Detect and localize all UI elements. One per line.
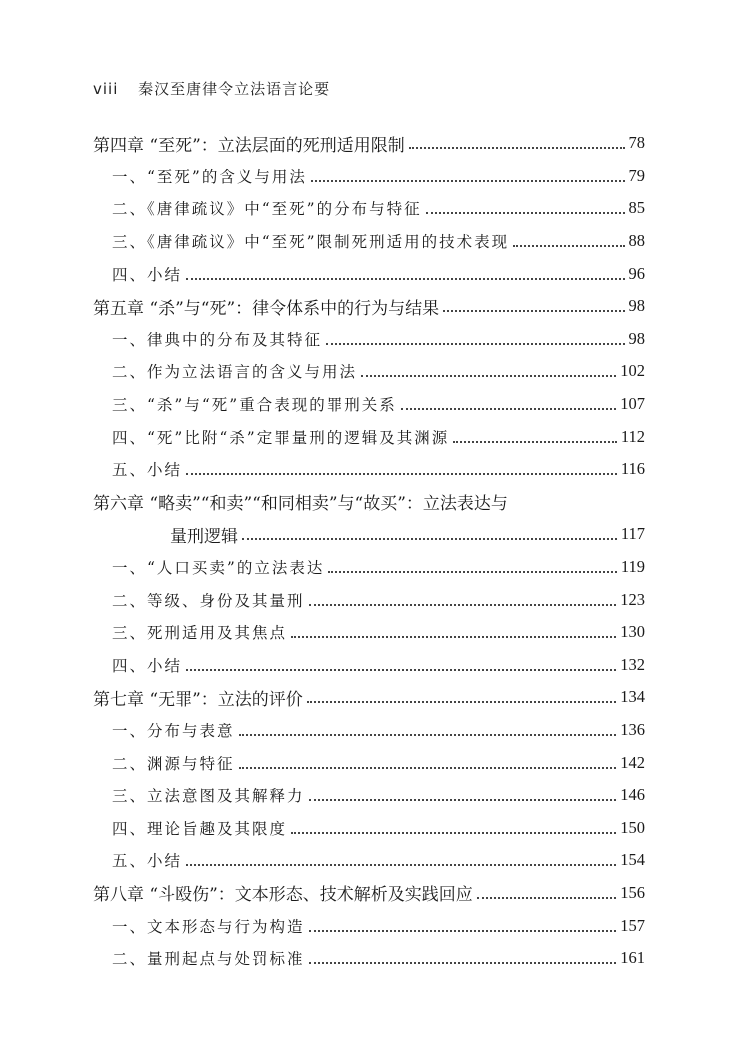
toc-section-entry[interactable] (0, 453, 750, 486)
toc-section-entry[interactable] (0, 160, 750, 193)
toc-entry-label: 二、渊源与特征 (112, 754, 235, 773)
toc-section-entry[interactable] (0, 355, 750, 388)
toc-entry-label: 第八章 “斗殴伤”：文本形态、技术解析及实践回应 (93, 885, 473, 906)
toc-page-number: 96 (628, 263, 645, 283)
toc-entry-label: 量刑逻辑 (170, 526, 238, 547)
toc-page-number: 119 (620, 557, 645, 577)
dot-leader (186, 278, 624, 280)
toc-entry-label: 一、分布与表意 (112, 721, 235, 740)
toc-page-number: 150 (620, 817, 645, 837)
toc-page-number: 123 (620, 589, 645, 609)
table-of-contents (0, 127, 750, 974)
toc-entry-label: 四、小结 (112, 265, 183, 284)
dot-leader (477, 897, 616, 899)
toc-entry-label: 四、小结 (112, 656, 183, 675)
dot-leader (242, 538, 617, 540)
dot-leader (409, 147, 625, 149)
toc-section-entry[interactable] (0, 714, 750, 747)
toc-chapter-entry[interactable] (0, 290, 750, 323)
toc-entry-label: 二、《唐律疏议》中“至死”的分布与特征 (112, 200, 422, 219)
toc-entry-label: 第五章 “杀”与“死”：律令体系中的行为与结果 (93, 298, 440, 319)
toc-entry-label: 二、量刑起点与处罚标准 (112, 950, 305, 969)
toc-page-number: 78 (628, 133, 645, 153)
toc-section-entry[interactable] (0, 811, 750, 844)
toc-section-entry[interactable] (0, 551, 750, 584)
dot-leader (311, 180, 625, 182)
toc-section-entry[interactable] (0, 323, 750, 356)
toc-page-number: 98 (628, 296, 645, 316)
toc-page-number: 142 (620, 752, 645, 772)
toc-section-entry[interactable] (0, 420, 750, 453)
toc-entry-label: 三、《唐律疏议》中“至死”限制死刑适用的技术表现 (112, 233, 510, 252)
toc-page-number: 146 (620, 785, 645, 805)
toc-page-number: 112 (620, 426, 645, 446)
toc-section-entry[interactable] (0, 192, 750, 225)
toc-entry-label: 第七章 “无罪”：立法的评价 (93, 689, 303, 710)
dot-leader (291, 832, 616, 834)
dot-leader (426, 212, 625, 214)
toc-entry-label: 三、死刑适用及其焦点 (112, 624, 288, 643)
toc-section-entry[interactable] (0, 909, 750, 942)
toc-entry-label: 第四章 “至死”：立法层面的死刑适用限制 (93, 135, 405, 156)
toc-entry-label: 三、“杀”与“死”重合表现的罪刑关系 (112, 396, 397, 415)
toc-page-number: 157 (620, 915, 645, 935)
toc-page-number: 79 (628, 165, 645, 185)
dot-leader (239, 767, 617, 769)
book-title: 秦汉至唐律令立法语言论要 (138, 80, 331, 98)
toc-page-number: 116 (620, 459, 645, 479)
dot-leader (328, 571, 617, 573)
toc-entry-label: 一、文本形态与行为构造 (112, 917, 305, 936)
page-folio: viii (93, 80, 119, 98)
toc-entry-label: 一、律典中的分布及其特征 (112, 330, 323, 349)
running-header (93, 78, 330, 99)
dot-leader (326, 343, 624, 345)
toc-entry-label: 一、“人口买卖”的立法表达 (112, 559, 325, 578)
toc-section-entry[interactable] (0, 388, 750, 421)
dot-leader (186, 864, 616, 866)
dot-leader (361, 375, 616, 377)
dot-leader (453, 441, 617, 443)
toc-entry-label: 五、小结 (112, 852, 183, 871)
toc-page-number: 88 (628, 231, 645, 251)
dot-leader (186, 669, 616, 671)
toc-entry-label: 第六章 “略卖”“和卖”“和同相卖”与“故买”：立法表达与 (93, 494, 508, 515)
toc-section-entry[interactable] (0, 583, 750, 616)
toc-chapter-entry[interactable] (0, 877, 750, 910)
toc-entry-label: 三、立法意图及其解释力 (112, 787, 305, 806)
toc-page-number: 130 (620, 622, 645, 642)
toc-entry-label: 二、等级、身份及其量刑 (112, 591, 305, 610)
toc-section-entry[interactable] (0, 616, 750, 649)
toc-page-number: 154 (620, 850, 645, 870)
toc-entry-label: 四、理论旨趣及其限度 (112, 819, 288, 838)
toc-section-entry[interactable] (0, 746, 750, 779)
toc-page-number: 117 (620, 524, 645, 544)
toc-page-number: 136 (620, 719, 645, 739)
dot-leader (513, 245, 624, 247)
toc-entry-label: 五、小结 (112, 461, 183, 480)
toc-chapter-entry[interactable] (0, 127, 750, 160)
toc-section-entry[interactable] (0, 257, 750, 290)
dot-leader (309, 799, 617, 801)
dot-leader (291, 636, 616, 638)
toc-page-number: 156 (620, 882, 645, 902)
toc-section-entry[interactable] (0, 225, 750, 258)
toc-page-number: 132 (620, 654, 645, 674)
dot-leader (401, 408, 617, 410)
toc-page-number: 85 (628, 198, 645, 218)
toc-page-number: 134 (620, 687, 645, 707)
dot-leader (443, 310, 624, 312)
toc-section-entry[interactable] (0, 649, 750, 682)
toc-chapter-entry[interactable] (0, 518, 750, 551)
toc-chapter-entry[interactable] (0, 486, 750, 519)
dot-leader (309, 930, 617, 932)
toc-entry-label: 一、“至死”的含义与用法 (112, 167, 307, 186)
dot-leader (307, 701, 616, 703)
toc-section-entry[interactable] (0, 779, 750, 812)
toc-section-entry[interactable] (0, 942, 750, 975)
toc-entry-label: 四、“死”比附“杀”定罪量刑的逻辑及其渊源 (112, 428, 450, 447)
toc-section-entry[interactable] (0, 844, 750, 877)
toc-page-number: 98 (628, 328, 645, 348)
toc-page-number: 102 (620, 361, 645, 381)
toc-chapter-entry[interactable] (0, 681, 750, 714)
toc-page-number: 107 (620, 394, 645, 414)
dot-leader (309, 604, 617, 606)
dot-leader (309, 962, 617, 964)
toc-page-number: 161 (620, 948, 645, 968)
toc-entry-label: 二、作为立法语言的含义与用法 (112, 363, 358, 382)
dot-leader (186, 473, 617, 475)
dot-leader (239, 734, 617, 736)
